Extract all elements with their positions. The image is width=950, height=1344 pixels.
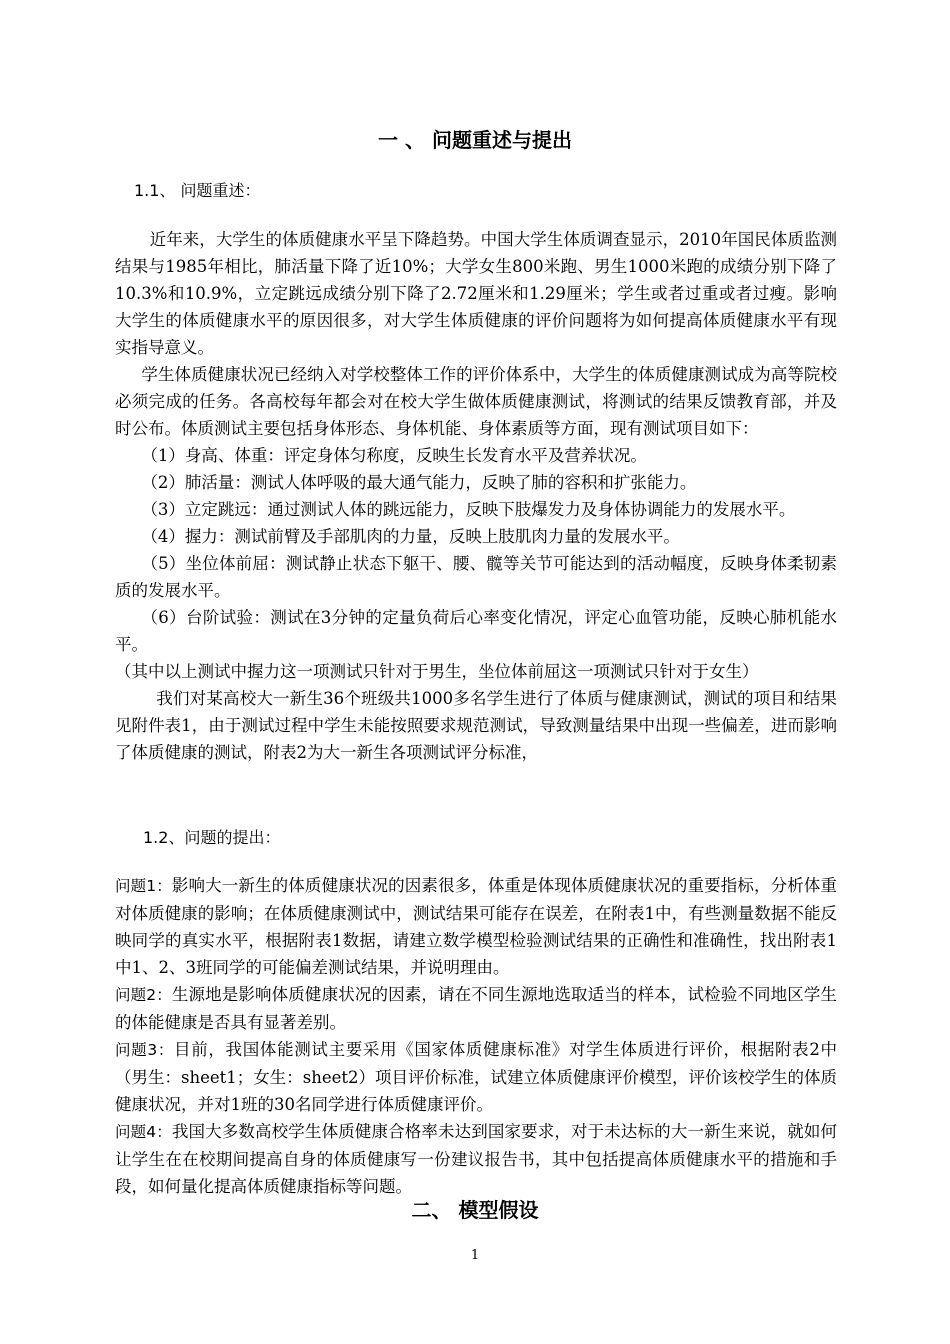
paragraph-survey: 我们对某高校大一新生36个班级共1000多名学生进行了体质与健康测试，测试的项目和结果见附件表1，由于测试过程中学生未能按照要求规范测试，导致测量结果中出现一些偏差，进而影响了体质健康的测试，附表2为大一新生各项测试评分标准，	[115, 689, 837, 762]
question-1-text: 影响大一新生的体质健康状况的因素很多，体重是体现体质健康状况的重要指标，分析体重对体质健康的影响；在体质健康测试中，测试结果可能存在误差，在附表1中，有些测量数据不能反映同学的真实水平，根据附表1数据，请建立数学模型检验测试结果的正确性和准确性，找出附表1中1、2、3班同学的可能偏差测试结果，并说明理由。	[115, 876, 837, 977]
paragraph-intro: 近年来，大学生的体质健康水平呈下降趋势。中国大学生体质调查显示，2010年国民体质监测结果与1985年相比，肺活量下降了近10%；大学女生800米跑、男生1000米跑的成绩分别下降了10.3%和10.9%，立定跳远成绩分别下降了2.72厘米和1.29厘米；学生或者过重或者过瘦。影响大学生的体质健康水平的原因很多，对大学生体质健康的评价问题将为如何提高体质健康水平有现实指导意义。	[115, 230, 837, 357]
question-1-label: 问题1：	[115, 877, 172, 895]
section-2-title: 二、 模型假设	[411, 1198, 539, 1222]
test-item-5: （5）坐位体前屈：测试静止状态下躯干、腰、髋等关节可能达到的活动幅度，反映身体柔韧素质的发展水平。	[115, 554, 837, 600]
test-item-4: （4）握力：测试前臂及手部肌肉的力量，反映上肢肌肉力量的发展水平。	[141, 527, 680, 546]
test-item-2: （2）肺活量：测试人体呼吸的最大通气能力，反映了肺的容积和扩张能力。	[141, 473, 697, 492]
question-3-label: 问题3：	[115, 1041, 175, 1059]
test-note: （其中以上测试中握力这一项测试只针对于男生，坐位体前屈这一项测试只针对于女生）	[115, 662, 759, 681]
test-item-3: （3）立定跳远：通过测试人体的跳远能力，反映下肢爆发力及身体协调能力的发展水平。	[141, 500, 796, 519]
subsection-1-1-heading: 1.1、 问题重述：	[134, 181, 261, 200]
section-1-2-body	[115, 872, 837, 1200]
section-1-title: 一 、 问题重述与提出	[378, 128, 572, 152]
question-1	[115, 872, 837, 981]
section-1-1-body	[115, 226, 837, 766]
paragraph-testing: 学生体质健康状况已经纳入对学校整体工作的评价体系中，大学生的体质健康测试成为高等院校必须完成的任务。各高校每年都会对在校大学生做体质健康测试，将测试的结果反馈教育部，并及时公布。体质测试主要包括身体形态、身体机能、身体素质等方面，现有测试项目如下：	[115, 365, 837, 438]
question-3-text: 目前，我国体能测试主要采用《国家体质健康标准》对学生体质进行评价，根据附表2中（男生：sheet1；女生：sheet2）项目评价标准，试建立体质健康评价模型，评价该校学生的体质健康状况，并对1班的30名同学进行体质健康评价。	[115, 1040, 838, 1114]
question-3	[115, 1036, 837, 1118]
test-item-1: （1）身高、体重：评定身体匀称度，反映生长发育水平及营养状况。	[141, 446, 647, 465]
subsection-1-2-heading: 1.2、问题的提出：	[143, 828, 281, 847]
question-2	[115, 981, 837, 1036]
question-2-label: 问题2：	[115, 986, 172, 1004]
question-4-label: 问题4：	[115, 1123, 172, 1141]
question-2-text: 生源地是影响体质健康状况的因素，请在不同生源地选取适当的样本，试检验不同地区学生的体能健康是否具有显著差别。	[115, 985, 837, 1032]
page-number: 1	[470, 1248, 480, 1263]
test-item-6: （6）台阶试验：测试在3分钟的定量负荷后心率变化情况，评定心血管功能，反映心肺机能水平。	[115, 608, 837, 654]
question-4-text: 我国大多数高校学生体质健康合格率未达到国家要求，对于未达标的大一新生来说，就如何让学生在在校期间提高自身的体质健康写一份建议报告书，其中包括提高体质健康水平的措施和手段，如何量化提高体质健康指标等问题。	[115, 1122, 837, 1196]
question-4	[115, 1118, 837, 1200]
